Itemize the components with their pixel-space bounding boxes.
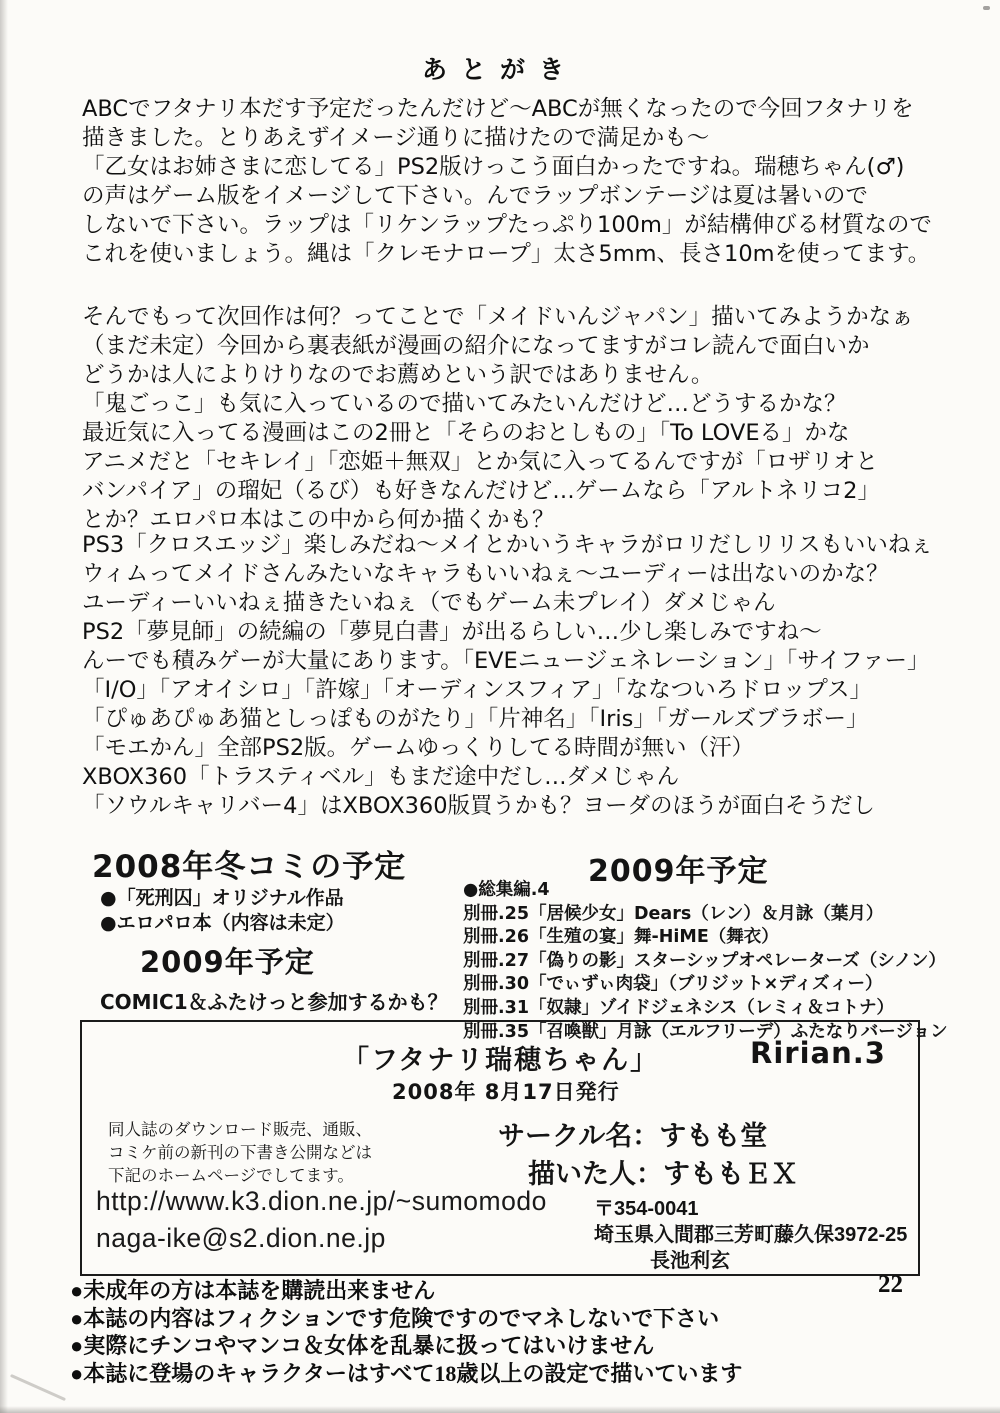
schedule-item: 別冊.27「偽りの影」スターシップオペレーターズ（シノン） bbox=[463, 950, 946, 971]
afterword-line: 「乙女はお姉さまに恋してる」PS2版けっこう面白かったですね。瑞穂ちゃん(♂) bbox=[82, 154, 905, 180]
schedule-item: 別冊.26「生殖の宴」舞-HiME（舞衣） bbox=[463, 927, 779, 948]
book-title: 「フタナリ瑞穂ちゃん」 bbox=[342, 1045, 660, 1076]
scan-edge-left bbox=[0, 0, 8, 1413]
artist-name: 描いた人：すももＥＸ bbox=[528, 1159, 798, 1190]
afterword-line: PS3「クロスエッジ」楽しみだね～メイとかいうキャラがロリだしリリスもいいねぇ bbox=[82, 532, 933, 558]
afterword-line: ウィムってメイドさんみたいなキャラもいいねぇ～ユーディーは出ないのかな？ bbox=[82, 561, 889, 587]
schedule-item: ●総集編.4 bbox=[463, 880, 550, 900]
afterword-line: 「ぴゅあぴゅあ猫としっぽものがたり」「片神名」「Iris」「ガールズブラボー」 bbox=[82, 706, 869, 732]
publisher-name: 長池利玄 bbox=[650, 1250, 730, 1272]
afterword-paragraph-1 bbox=[82, 95, 942, 269]
afterword-line: んーでも積みゲーが大量にあります。「EVEニュージェネレーション」「サイファー」 bbox=[82, 648, 930, 674]
homepage-note-line: 同人誌のダウンロード販売、通販、 bbox=[108, 1120, 372, 1139]
afterword-line: （まだ未定）今回から裏表紙が漫画の紹介になってますがコレ読んで面白いか bbox=[82, 333, 870, 359]
afterword-line: XBOX360「トラスティベル」もまだ途中だし…ダメじゃん bbox=[82, 764, 680, 790]
comic1-participation-note: COMIC1＆ふたけっと参加するかも？ bbox=[100, 990, 448, 1014]
schedule-item: 別冊.30「でぃずぃ肉袋」（ブリジット×ディズィー） bbox=[463, 974, 883, 995]
afterword-line: 「モエかん」全部PS2版。ゲームゆっくりしてる時間が無い（汗） bbox=[82, 735, 754, 761]
homepage-note-line: 下記のホームページでしてます。 bbox=[108, 1166, 354, 1185]
schedule-item: ●エロパロ本（内容は未定） bbox=[100, 912, 345, 934]
afterword-line: とか？エロパロ本はこの中から何か描くかも？ bbox=[82, 507, 555, 533]
warning-line: ●実際にチンコやマンコ＆女体を乱暴に扱ってはいけません bbox=[70, 1333, 655, 1358]
afterword-line: ユーディーいいねぇ描きたいねぇ（でもゲーム未プレイ）ダメじゃん bbox=[82, 590, 776, 616]
warning-line: ●本誌に登場のキャラクターはすべて18歳以上の設定で描いています bbox=[70, 1360, 743, 1386]
circle-name: サークル名：すもも堂 bbox=[498, 1121, 768, 1152]
afterword-line: の声はゲーム版をイメージして下さい。んでラップボンテージは夏は暑いので bbox=[82, 183, 868, 209]
heading-2009-plans-left: 2009年予定 bbox=[140, 945, 315, 979]
warning-list bbox=[70, 1277, 742, 1387]
postal-address: 埼玉県入間郡三芳町藤久保3972-25 bbox=[594, 1224, 908, 1246]
afterword-line: これを使いましょう。縄は「クレモナロープ」太さ5mm、長さ10mを使ってます。 bbox=[82, 241, 931, 267]
heading-winter-comiket-2008: 2008年冬コミの予定 bbox=[92, 849, 407, 885]
scan-smudge bbox=[10, 1374, 66, 1401]
issue-label: Ririan.3 bbox=[750, 1036, 886, 1070]
warning-line: ●本誌の内容はフィクションです危険ですのでマネしないで下さい bbox=[70, 1305, 720, 1331]
postal-code: 〒354‐0041 bbox=[594, 1198, 699, 1220]
afterword-line: バンパイア」の瑠妃（るび）も好きなんだけど…ゲームなら「アルトネリコ2」 bbox=[82, 478, 880, 504]
schedule-item: 別冊.35「召喚獣」月詠（エルフリーデ）ふたなりバージョン bbox=[463, 1021, 948, 1042]
schedule-item: 別冊.31「奴隷」ゾイドジェネシス（レミィ＆コトナ） bbox=[463, 997, 895, 1018]
winter-2008-item-list bbox=[100, 886, 345, 936]
heading-2009-plans-right: 2009年予定 bbox=[588, 854, 769, 889]
afterword-line: 描きました。とりあえずイメージ通りに描けたので満足かも～ bbox=[82, 125, 710, 151]
schedule-item: ●「死刑囚」オリジナル作品 bbox=[100, 887, 344, 909]
afterword-line: そんでもって次回作は何？ってことで「メイドいんジャパン」描いてみようかなぁ bbox=[82, 304, 914, 330]
afterword-line: 「ソウルキャリバー4」はXBOX360版買うかも？ヨーダのほうが面白そうだし bbox=[82, 793, 876, 819]
afterword-line: 「I/O」「アオイシロ」「許嫁」「オーディンスフィア」「ななついろドロップス」 bbox=[82, 677, 872, 703]
afterword-line: 「鬼ごっこ」も気に入っているので描いてみたいんだけど…どうするかな？ bbox=[82, 391, 847, 417]
scan-speck bbox=[983, 6, 990, 10]
page-number: 22 bbox=[878, 1271, 903, 1298]
afterword-line: 最近気に入ってる漫画はこの2冊と「そらのおとしもの」「To LOVEる」かな bbox=[82, 420, 850, 446]
afterword-paragraph-3 bbox=[82, 531, 942, 821]
page-title: あとがき bbox=[421, 55, 578, 84]
afterword-line: しないで下さい。ラップは「リケンラップたっぷり100m」が結構伸びる材質なので bbox=[82, 212, 932, 238]
homepage-url: http://www.k3.dion.ne.jp/~sumomodo bbox=[96, 1186, 547, 1216]
afterword-line: どうかは人によりけりなのでお薦めという訳ではありません。 bbox=[82, 362, 714, 388]
colophon-box bbox=[80, 1020, 920, 1276]
schedule-item: 別冊.25「居候少女」Dears（レン）＆月詠（葉月） bbox=[463, 903, 884, 924]
scan-edge-bottom bbox=[0, 1406, 1000, 1413]
publish-date: 2008年 8月17日発行 bbox=[392, 1080, 620, 1104]
afterword-line: ABCでフタナリ本だす予定だったんだけど～ABCが無くなったので今回フタナリを bbox=[82, 96, 914, 122]
afterword-paragraph-2 bbox=[82, 303, 942, 535]
circle-credit-block bbox=[498, 1118, 798, 1194]
contact-email: naga-ike@s2.dion.ne.jp bbox=[96, 1223, 386, 1253]
warning-line: ●未成年の方は本誌を購読出来ません bbox=[70, 1278, 436, 1303]
afterword-line: アニメだと「セキレイ」「恋姫＋無双」とか気に入ってるんですが「ロザリオと bbox=[82, 449, 879, 475]
afterword-line: PS2「夢見師」の続編の「夢見白書」が出るらしい…少し楽しみですね～ bbox=[82, 619, 822, 645]
homepage-note-line: コミケ前の新刊の下書き公開などは bbox=[108, 1143, 372, 1162]
homepage-notes bbox=[108, 1118, 372, 1187]
